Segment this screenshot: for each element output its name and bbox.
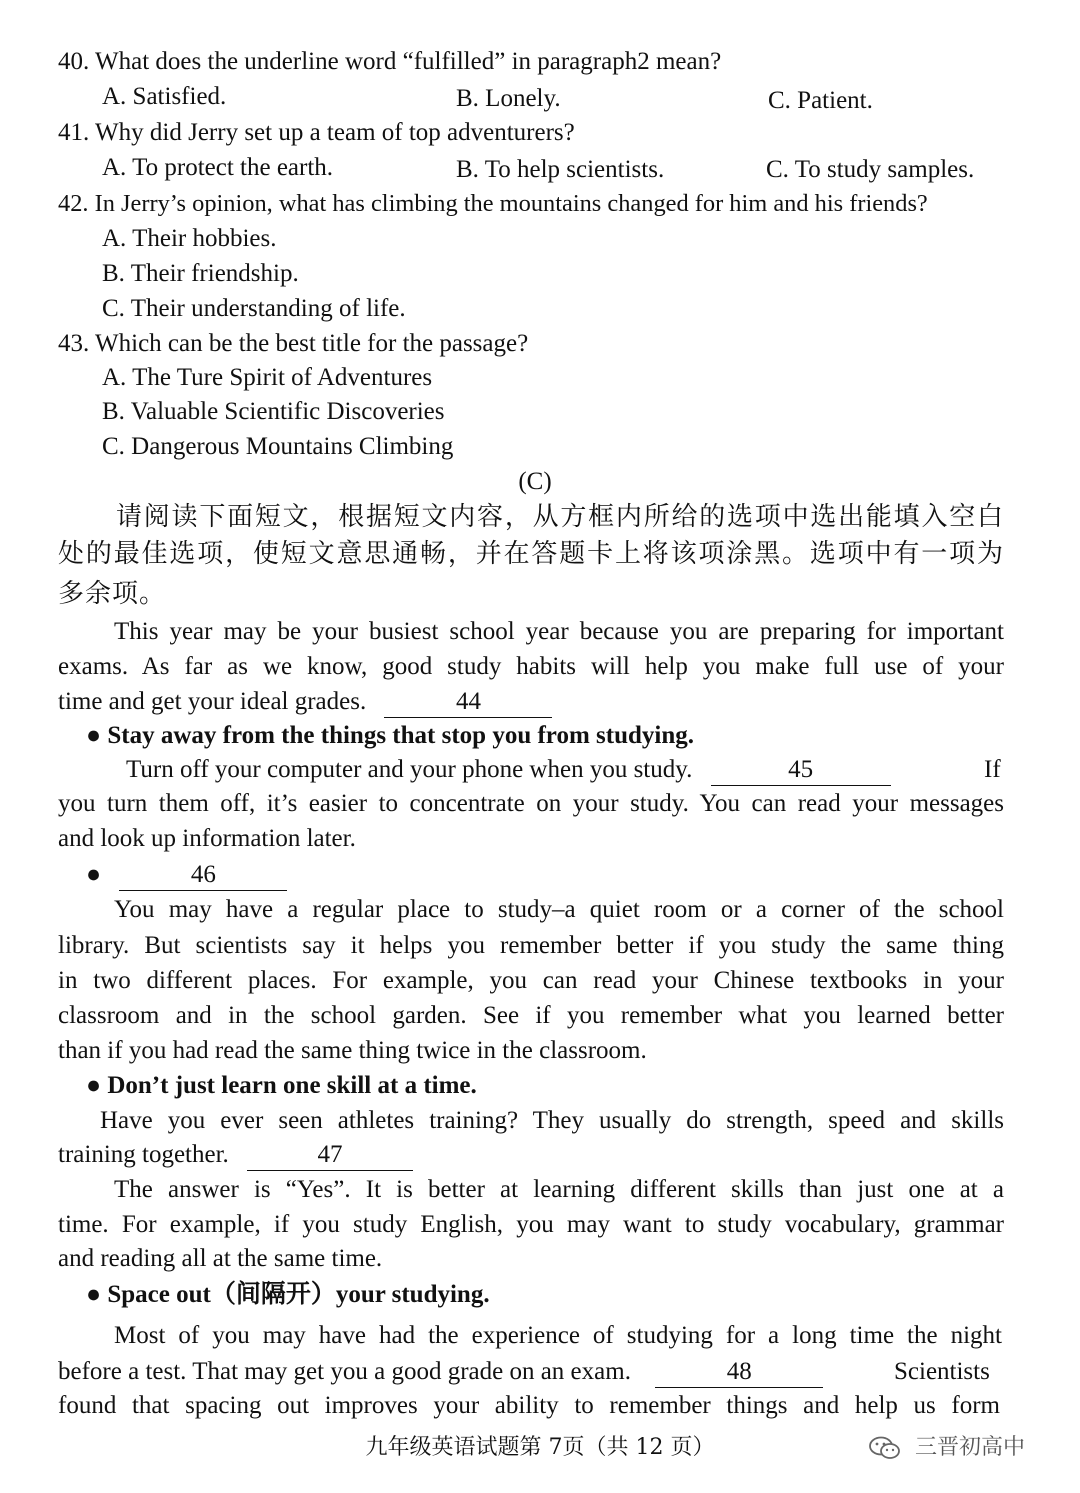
paragraph-1-line-1 bbox=[126, 752, 891, 787]
paragraph-3-line-1: Have you ever seen athletes training? They usually do strength, speed and skills bbox=[100, 1107, 1004, 1134]
question-43-option-c: C. Dangerous Mountains Climbing bbox=[102, 433, 454, 460]
paragraph-1-line-2: you turn them off, it’s easier to concentrate on your study. You can read your messages bbox=[58, 790, 1004, 817]
instruction-line-2: 处的最佳选项，使短文意思通畅，并在答题卡上将该项涂黑。选项中有一项为 bbox=[58, 539, 1004, 569]
paragraph-3-line-2-text: training together. bbox=[58, 1141, 229, 1168]
paragraph-2-line-1: You may have a regular place to study–a quiet room or a corner of the school bbox=[114, 896, 1004, 923]
paragraph-1-line-3: and look up information later. bbox=[58, 825, 356, 852]
question-41-stem: 41. Why did Jerry set up a team of top adventurers? bbox=[58, 119, 575, 146]
page-footer: 九年级英语试题第 7页（共 12 页） bbox=[365, 1435, 715, 1460]
question-42-option-c: C. Their understanding of life. bbox=[102, 295, 406, 322]
paragraph-4-line-1: The answer is “Yes”. It is better at learning different skills than just one at a bbox=[114, 1176, 1004, 1203]
paragraph-1-line-1-text: Turn off your computer and your phone when you study. bbox=[126, 756, 693, 783]
paragraph-5-line-1: Most of you may have had the experience of studying for a long time the night bbox=[114, 1322, 1002, 1349]
question-41-option-b: B. To help scientists. bbox=[456, 156, 665, 183]
paragraph-2-line-2: library. But scientists say it helps you remember better if you study the same thing bbox=[58, 932, 1004, 959]
question-41-option-c: C. To study samples. bbox=[766, 156, 975, 183]
paragraph-5-line-2 bbox=[58, 1354, 823, 1389]
blank-45: 45 bbox=[711, 757, 891, 786]
blank-44: 44 bbox=[384, 689, 552, 718]
instruction-line-1: 请阅读下面短文，根据短文内容，从方框内所给的选项中选出能填入空白 bbox=[116, 502, 1004, 532]
heading-space-out: ● Space out（间隔开）your studying. bbox=[86, 1281, 490, 1308]
question-42-option-a: A. Their hobbies. bbox=[102, 225, 277, 252]
paragraph-5-line-2-text: before a test. That may get you a good grade on an exam. bbox=[58, 1358, 631, 1385]
question-40-option-a: A. Satisfied. bbox=[102, 83, 227, 110]
intro-line-3 bbox=[58, 684, 552, 719]
question-41-option-a: A. To protect the earth. bbox=[102, 154, 334, 181]
question-43-stem: 43. Which can be the best title for the passage? bbox=[58, 330, 529, 357]
paragraph-5-line-3: found that spacing out improves your ability to remember things and help us form bbox=[58, 1392, 1000, 1419]
intro-line-2: exams. As far as we know, good study habits will help you make full use of your bbox=[58, 653, 1004, 680]
question-42-stem: 42. In Jerry’s opinion, what has climbing the mountains changed for him and his friends? bbox=[58, 190, 928, 217]
heading-one-skill: ● Don’t just learn one skill at a time. bbox=[86, 1072, 477, 1099]
paragraph-1-if: If bbox=[984, 756, 1001, 783]
bullet-46: ● bbox=[86, 861, 102, 888]
question-43-option-b: B. Valuable Scientific Discoveries bbox=[102, 398, 445, 425]
question-40-option-b: B. Lonely. bbox=[456, 85, 561, 112]
wechat-icon bbox=[868, 1436, 902, 1460]
question-43-option-a: A. The Ture Spirit of Adventures bbox=[102, 364, 433, 391]
question-40-option-c: C. Patient. bbox=[768, 87, 873, 114]
paragraph-2-line-4: classroom and in the school garden. See if you remember what you learned better bbox=[58, 1002, 1004, 1029]
section-label: (C) bbox=[518, 468, 552, 495]
blank-46: 46 bbox=[119, 862, 287, 891]
intro-line-3-text: time and get your ideal grades. bbox=[58, 688, 367, 715]
paragraph-3-line-2 bbox=[58, 1137, 413, 1172]
blank-47: 47 bbox=[247, 1142, 413, 1171]
paragraph-5-scientists: Scientists bbox=[894, 1358, 990, 1385]
paragraph-4-line-3: and reading all at the same time. bbox=[58, 1245, 383, 1272]
watermark-text: 三晋初高中 bbox=[915, 1435, 1026, 1460]
paragraph-4-line-2: time. For example, if you study English, you may want to study vocabulary, grammar bbox=[58, 1211, 1004, 1238]
paragraph-2-line-3: in two different places. For example, you can read your Chinese textbooks in your bbox=[58, 967, 1004, 994]
instruction-line-3: 多余项。 bbox=[58, 579, 167, 609]
question-42-option-b: B. Their friendship. bbox=[102, 260, 299, 287]
heading-46 bbox=[86, 857, 287, 892]
blank-48: 48 bbox=[655, 1359, 823, 1388]
heading-stay-away: ● Stay away from the things that stop you from studying. bbox=[86, 722, 694, 749]
question-40-stem: 40. What does the underline word “fulfilled” in paragraph2 mean? bbox=[58, 48, 722, 75]
paragraph-2-line-5: than if you had read the same thing twice in the classroom. bbox=[58, 1037, 647, 1064]
watermark bbox=[868, 1430, 1025, 1465]
intro-line-1: This year may be your busiest school year because you are preparing for important bbox=[114, 618, 1004, 645]
